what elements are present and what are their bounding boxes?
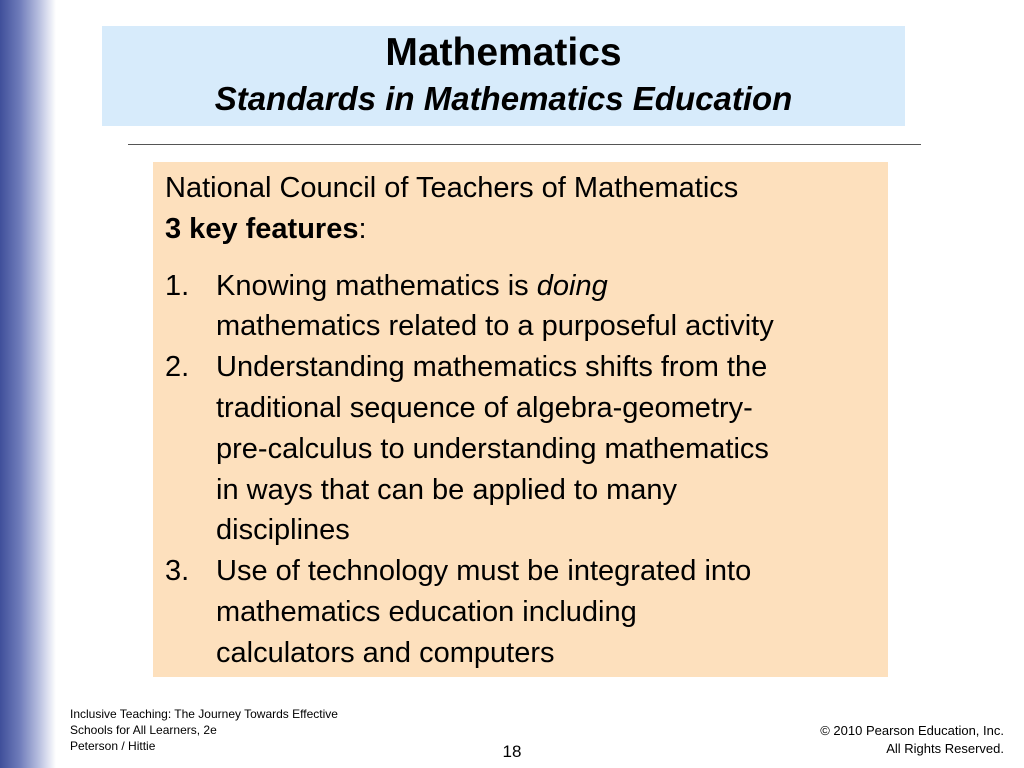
list-item-line: traditional sequence of algebra-geometry- (216, 391, 753, 424)
footer-copyright (820, 722, 1004, 758)
spacer (165, 250, 885, 266)
list-item-2 (165, 347, 885, 551)
org-line: National Council of Teachers of Mathematics (165, 172, 739, 204)
slide-title: Mathematics (385, 31, 622, 74)
list-item-line: in ways that can be applied to many (216, 473, 678, 506)
left-decorative-strip (0, 0, 56, 768)
list-item-line: calculators and computers (216, 636, 555, 669)
key-features-label: 3 key features (165, 212, 359, 245)
list-item-line: Understanding mathematics shifts from the (216, 351, 768, 384)
title-box (102, 26, 905, 126)
footer-book-line: Peterson / Hittie (70, 739, 156, 753)
footer-book-line: Schools for All Learners, 2e (70, 723, 217, 737)
list-item-1 (165, 266, 885, 348)
list-item-number: 1. (165, 269, 190, 302)
key-features-line (165, 209, 885, 250)
list-item-line (216, 266, 885, 307)
list-item-line: disciplines (216, 514, 350, 547)
footer-book-line: Inclusive Teaching: The Journey Towards Effective (70, 707, 338, 721)
copyright-line: © 2010 Pearson Education, Inc. (820, 723, 1004, 738)
list-item-line: pre-calculus to understanding mathematics (216, 432, 769, 465)
key-features-colon: : (358, 212, 367, 245)
content-text (165, 168, 885, 674)
title-divider (128, 144, 921, 145)
list-item-number: 2. (165, 351, 190, 384)
list-item-3 (165, 551, 885, 673)
list-item-line: mathematics related to a purposeful activity (216, 310, 774, 343)
footer-book-info (70, 706, 338, 754)
page-number: 18 (502, 742, 522, 761)
list-item-number: 3. (165, 555, 190, 588)
list-item-line: Use of technology must be integrated into (216, 555, 752, 588)
list-item-text: Knowing mathematics is (216, 269, 537, 302)
slide-subtitle: Standards in Mathematics Education (214, 80, 793, 117)
emphasis-doing: doing (536, 269, 608, 302)
list-item-line: mathematics education including (216, 595, 637, 628)
copyright-line: All Rights Reserved. (886, 741, 1004, 756)
content-box (153, 162, 888, 677)
